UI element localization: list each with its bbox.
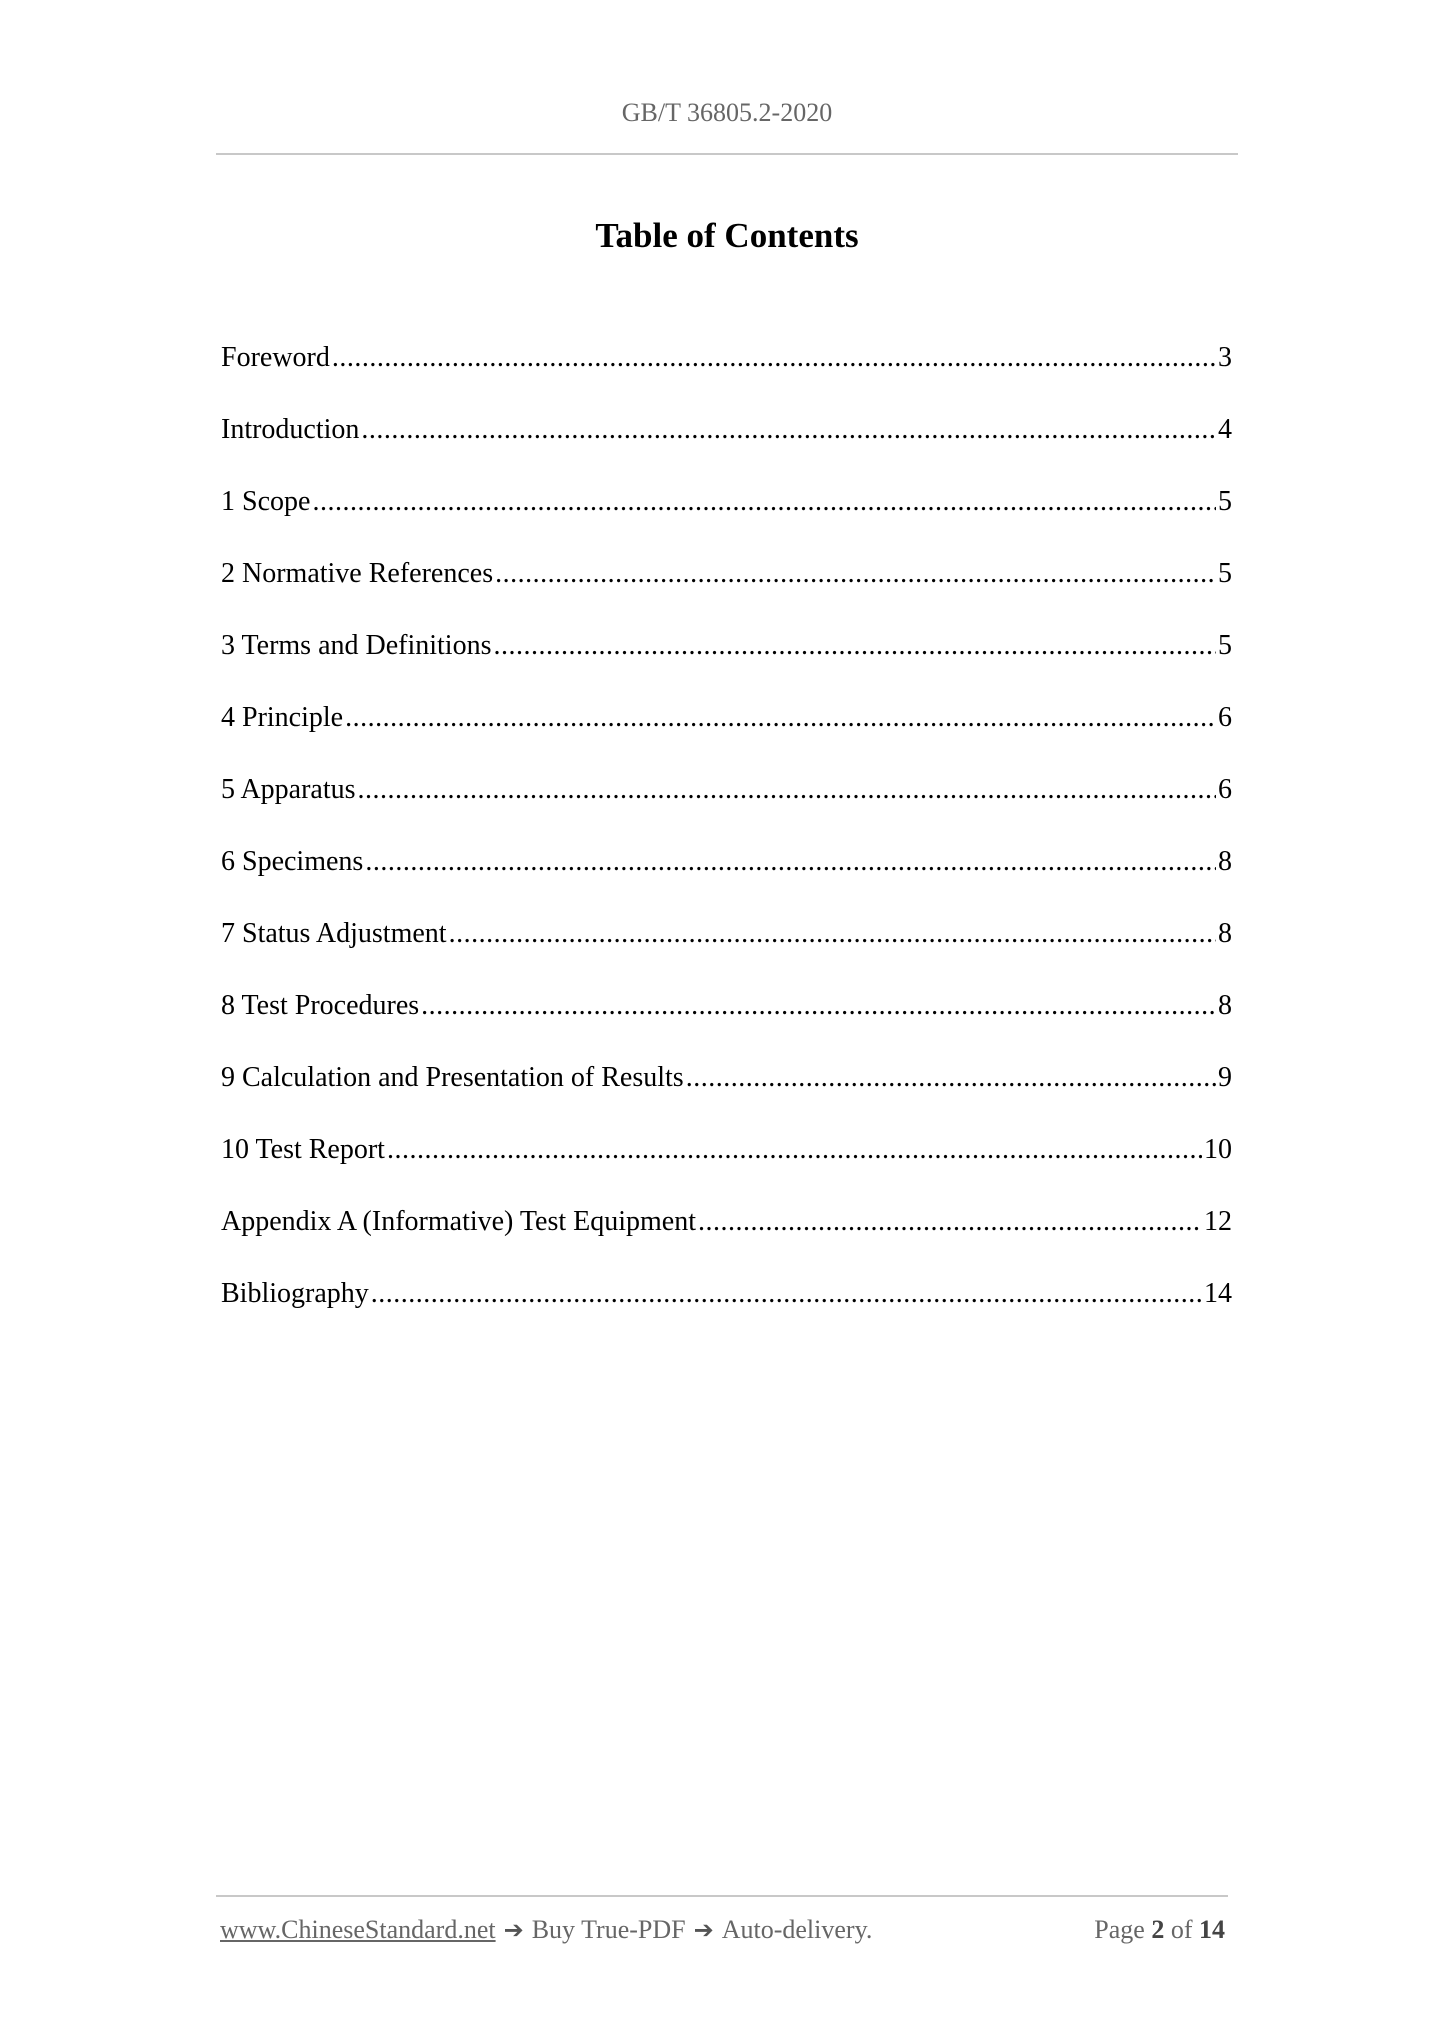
toc-entry-foreword[interactable]: [221, 336, 1232, 408]
toc-entry-page: 8: [1218, 846, 1232, 877]
toc-entry-principle[interactable]: [221, 696, 1232, 768]
toc-entry-page: 8: [1218, 990, 1232, 1021]
document-id-header: GB/T 36805.2-2020: [621, 98, 833, 127]
dot-leader: [371, 1272, 1202, 1316]
toc-entry-label: 10 Test Report: [221, 1134, 385, 1165]
toc-entry-page: 5: [1218, 486, 1232, 517]
toc-entry-label: 1 Scope: [221, 486, 311, 517]
auto-delivery-text: Auto-delivery.: [721, 1915, 873, 1944]
right-arrow-icon: ➔: [693, 1916, 714, 1944]
toc-entry-label: Appendix A (Informative) Test Equipment: [221, 1206, 696, 1237]
toc-entry-normative-references[interactable]: [221, 552, 1232, 624]
dot-leader: [493, 624, 1216, 668]
toc-entry-label: Introduction: [221, 414, 360, 445]
page-number: [1094, 1915, 1225, 1945]
toc-entry-page: 5: [1218, 558, 1232, 589]
toc-entry-scope[interactable]: [221, 480, 1232, 552]
dot-leader: [495, 552, 1216, 596]
toc-entry-label: 3 Terms and Definitions: [221, 630, 492, 661]
toc-entry-appendix-a[interactable]: [221, 1200, 1232, 1272]
header-divider: [216, 153, 1238, 155]
website-link[interactable]: www.ChineseStandard.net: [220, 1915, 496, 1944]
dot-leader: [345, 696, 1216, 740]
toc-entry-label: 7 Status Adjustment: [221, 918, 447, 949]
toc-title: Table of Contents: [595, 216, 859, 255]
toc-entry-page: 8: [1218, 918, 1232, 949]
toc-entry-page: 14: [1204, 1278, 1232, 1309]
dot-leader: [312, 480, 1216, 524]
toc-entry-terms-and-definitions[interactable]: [221, 624, 1232, 696]
dot-leader: [358, 768, 1216, 812]
dot-leader: [698, 1200, 1202, 1244]
of-label: of: [1170, 1915, 1193, 1944]
toc-entry-label: 4 Principle: [221, 702, 344, 733]
page-label: Page: [1094, 1915, 1145, 1944]
toc-entry-bibliography[interactable]: [221, 1272, 1232, 1344]
dot-leader: [332, 336, 1216, 380]
toc-entry-page: 5: [1218, 630, 1232, 661]
toc-entry-status-adjustment[interactable]: [221, 912, 1232, 984]
toc-entry-page: 6: [1218, 774, 1232, 805]
toc-entry-label: 9 Calculation and Presentation of Results: [221, 1062, 684, 1093]
current-page: 2: [1151, 1915, 1165, 1944]
footer-divider: [216, 1895, 1228, 1897]
toc-entry-page: 12: [1204, 1206, 1232, 1237]
toc-entry-specimens[interactable]: [221, 840, 1232, 912]
footer-promo: [220, 1915, 872, 1945]
toc-entry-page: 3: [1218, 342, 1232, 373]
toc-entry-test-procedures[interactable]: [221, 984, 1232, 1056]
dot-leader: [387, 1128, 1202, 1172]
page-footer: [220, 1915, 1225, 1945]
toc-entry-label: 6 Specimens: [221, 846, 364, 877]
toc-entry-label: 8 Test Procedures: [221, 990, 420, 1021]
toc-entry-label: Foreword: [221, 342, 330, 373]
total-pages: 14: [1199, 1915, 1225, 1944]
toc-entry-introduction[interactable]: [221, 408, 1232, 480]
toc-entry-calculation-and-presentation[interactable]: [221, 1056, 1232, 1128]
toc-entry-page: 4: [1218, 414, 1232, 445]
toc-entry-test-report[interactable]: [221, 1128, 1232, 1200]
buy-true-pdf-text: Buy True-PDF: [531, 1915, 686, 1944]
dot-leader: [449, 912, 1216, 956]
dot-leader: [421, 984, 1216, 1028]
dot-leader: [361, 408, 1216, 452]
toc-entry-apparatus[interactable]: [221, 768, 1232, 840]
toc-entry-page: 10: [1204, 1134, 1232, 1165]
toc-entry-label: 2 Normative References: [221, 558, 494, 589]
toc-entry-label: Bibliography: [221, 1278, 369, 1309]
dot-leader: [365, 840, 1216, 884]
dot-leader: [686, 1056, 1216, 1100]
right-arrow-icon: ➔: [503, 1916, 524, 1944]
toc-entry-label: 5 Apparatus: [221, 774, 356, 805]
toc-entry-page: 6: [1218, 702, 1232, 733]
toc-list: [221, 336, 1232, 1344]
toc-entry-page: 9: [1218, 1062, 1232, 1093]
